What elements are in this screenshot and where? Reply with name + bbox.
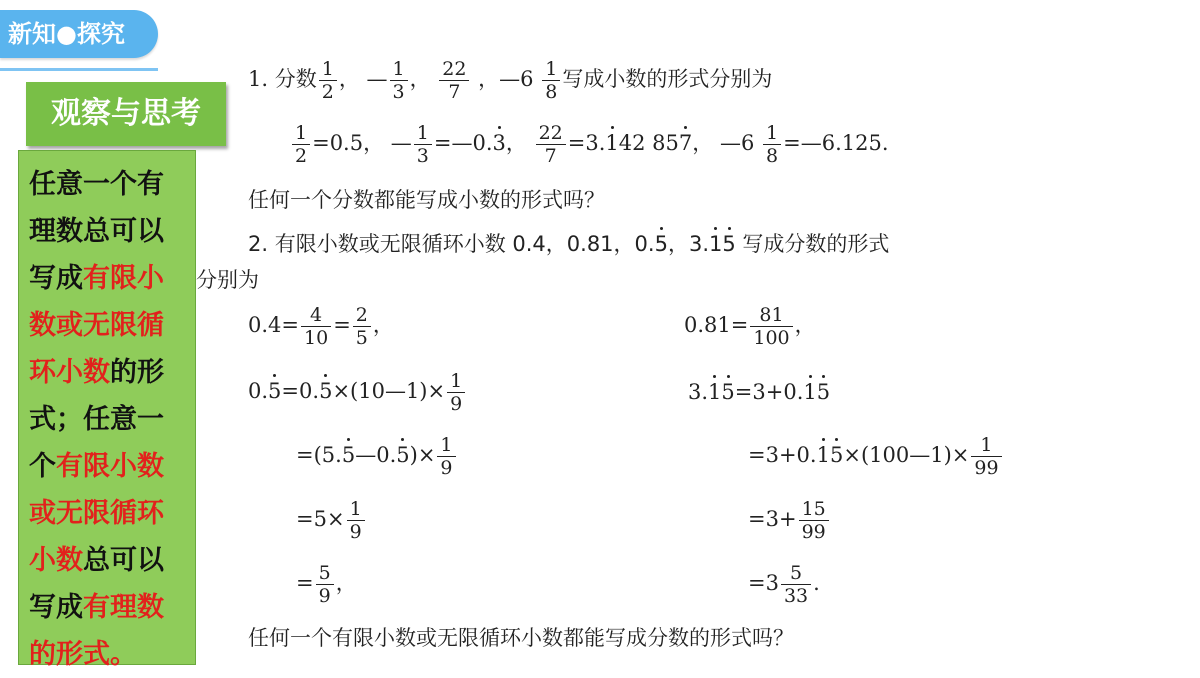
question-1: 1. 分数 $\frac{1}{2}$ ， — $\frac{1}{3}$ ， $\frac{22}{7}$ ，—6 $\frac{1}{8}$ 写成小数的形式分别为 — [248, 58, 773, 103]
solution-left-3: =(5.5—0.5)× $\frac{1}{9}$ — [296, 434, 458, 479]
solution-left-2: 0.5=0.5×(10—1)× $\frac{1}{9}$ — [248, 370, 467, 415]
question-2: 2. 有限小数或无限循环小数 0.4，0.81，0.5，3.15 写成分数的形式 — [248, 232, 890, 256]
fraction: $\frac{1}{3}$ — [390, 58, 408, 103]
solution-right-2: 3.15=3+0.15 — [688, 380, 831, 404]
fraction: $\frac{1}{2}$ — [319, 58, 337, 103]
solution-left-5: = $\frac{5}{9}$ ， — [296, 562, 357, 607]
note-text-2: 的形式；任意一个 — [29, 357, 164, 482]
solution-right-1: 0.81= $\frac{81}{100}$ ， — [684, 304, 816, 349]
question-1-ask: 任何一个分数都能写成小数的形式吗？ — [248, 188, 605, 212]
question-2-ask: 任何一个有限小数或无限循环小数都能写成分数的形式吗？ — [248, 626, 794, 650]
q1-text-a: 分数 — [274, 67, 317, 91]
solution-right-4: =3+ $\frac{15}{99}$ — [748, 498, 831, 543]
fraction: $\frac{1}{8}$ — [542, 58, 560, 103]
observe-think-title: 观察与思考 — [26, 82, 226, 146]
q1-number: 1. — [248, 67, 269, 91]
fraction: $\frac{22}{7}$ — [439, 58, 469, 103]
solution-left-4: =5× $\frac{1}{9}$ — [296, 498, 367, 543]
question-2-wrap: 分别为 — [196, 268, 259, 292]
note-highlight-3: 有理数的形式。 — [29, 592, 164, 670]
note-text-1: 任意一个有理数总可以写成 — [29, 169, 164, 294]
note-highlight-1: 有限小数或无限循环小数 — [29, 263, 164, 388]
note-text-3: 总可以写成 — [29, 545, 164, 623]
solution-right-3: =3+0.15×(100—1)× $\frac{1}{99}$ — [748, 434, 1004, 479]
solution-left-1: 0.4= $\frac{4}{10}$ = $\frac{2}{5}$ ， — [248, 304, 394, 349]
solution-right-5: =3 $\frac{5}{33}$ . — [748, 562, 820, 607]
answer-1: $\frac{1}{2}$ =0.5， — $\frac{1}{3}$ =—0.3， $\frac{22}{7}$ =3.142 857， —6 $\frac{1}{8}$ =—6.125. — [290, 122, 889, 167]
summary-note — [18, 150, 196, 670]
section-tag: 新知●探究 — [0, 10, 158, 58]
tag-underline — [0, 68, 158, 71]
q1-text-b: 写成小数的形式分别为 — [562, 67, 773, 91]
note-highlight-2: 有限小数或无限循环小数 — [29, 451, 164, 576]
